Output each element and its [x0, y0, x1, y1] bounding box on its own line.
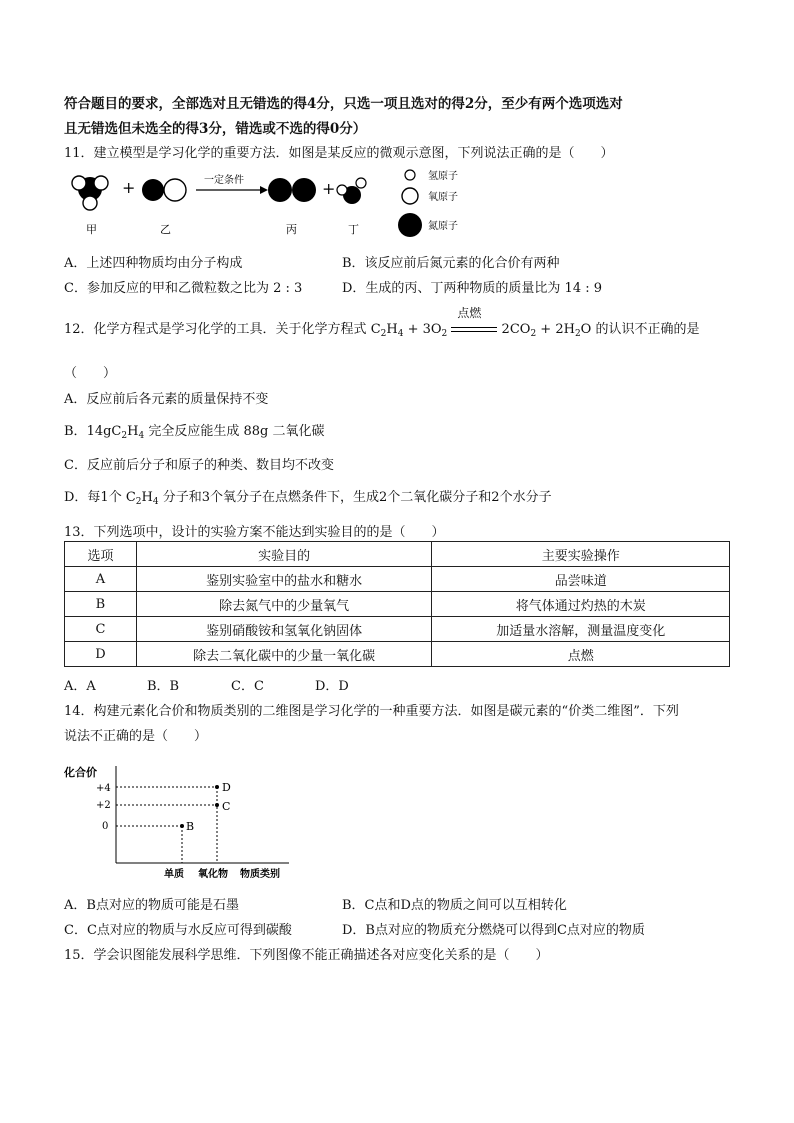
q13-stem: 13．下列选项中，设计的实验方案不能达到实验目的的是（ ）	[64, 525, 445, 540]
q12-bracket: （ ）	[64, 366, 117, 381]
q14-option-a: A．B点对应的物质可能是石墨	[64, 898, 239, 913]
point-c-marker	[215, 803, 219, 807]
q13-choice-d: D．D	[315, 679, 349, 694]
point-b-label: B	[186, 820, 195, 833]
q13-table	[64, 541, 730, 667]
xtick-oxide: 氧化物	[198, 869, 228, 880]
q12-stem	[64, 305, 700, 339]
header-option: 选项	[65, 542, 137, 567]
ytick-zero: 0	[102, 821, 109, 832]
plus-sign-1: +	[122, 178, 136, 197]
q12-stem-post: 的认识不正确的是	[595, 322, 700, 337]
legend-hydrogen: 氢原子	[428, 171, 458, 182]
chart-ylabel: 化合价	[64, 766, 97, 779]
header-purpose: 实验目的	[136, 542, 432, 567]
point-b-marker	[180, 824, 184, 828]
legend-nitrogen: 氮原子	[428, 221, 458, 232]
point-c-label: C	[222, 800, 231, 813]
molecule-yi	[142, 179, 186, 201]
table-row: B 除去氮气中的少量氧气 将气体通过灼热的木炭	[65, 592, 730, 617]
chart-xlabel: 物质类别	[240, 869, 280, 880]
q12-stem-pre: 12．化学方程式是学习化学的工具．关于化学方程式	[64, 322, 367, 337]
table-row: D 除去二氧化碳中的少量一氧化碳 点燃	[65, 642, 730, 667]
q13-choice-c: C．C	[231, 679, 264, 694]
q15-stem: 15．学会识图能发展科学思维．下列图像不能正确描述各对应变化关系的是（ ）	[64, 948, 549, 963]
q12-option-c: C．反应前后分子和原子的种类、数目均不改变	[64, 458, 334, 473]
label-ding: 丁	[348, 223, 359, 236]
q11-reaction-diagram	[64, 163, 484, 243]
intro-line-2: 且无错选但未选全的得3分，错选或不选的得0分）	[64, 121, 367, 137]
q14-stem-line-1: 14．构建元素化合价和物质类别的二维图是学习化学的一种重要方法．如图是碳元素的“价类二维图”．下列	[64, 704, 679, 719]
q14-option-c: C．C点对应的物质与水反应可得到碳酸	[64, 923, 292, 938]
q11-option-c: C．参加反应的甲和乙微粒数之比为 2 : 3	[64, 281, 303, 296]
q11-option-a: A．上述四种物质均由分子构成	[64, 256, 243, 271]
table-header-row	[65, 542, 730, 567]
q13-choice-b: B．B	[147, 679, 180, 694]
q14-option-d: D．B点对应的物质充分燃烧可以得到C点对应的物质	[342, 923, 645, 938]
molecule-ding	[337, 178, 366, 204]
legend-oxygen: 氧原子	[428, 192, 458, 203]
xtick-element: 单质	[164, 869, 184, 880]
q11-option-d: D．生成的丙、丁两种物质的质量比为 14 : 9	[342, 281, 603, 296]
q12-option-b: B．$14gC_2H_4$ 完全反应能生成 88g 二氧化碳	[64, 424, 325, 441]
molecule-jia	[72, 176, 108, 210]
molecule-bing	[268, 178, 316, 202]
plus-sign-2: +	[322, 179, 336, 198]
q11-stem: 11．建立模型是学习化学的重要方法．如图是某反应的微观示意图，下列说法正确的是（ ）	[64, 146, 614, 161]
reaction-condition: 一定条件	[204, 175, 244, 186]
q12-option-a: A．反应前后各元素的质量保持不变	[64, 392, 269, 407]
ytick-plus2: +2	[96, 800, 111, 811]
q14-stem-line-2: 说法不正确的是（ ）	[64, 729, 208, 744]
q12-condition: 点燃	[457, 305, 482, 320]
intro-line-1: 符合题目的要求，全部选对且无错选的得4分，只选一项且选对的得2分，至少有两个选项选对	[64, 96, 623, 112]
q14-valence-chart	[64, 758, 304, 883]
point-d-marker	[215, 785, 219, 789]
table-row: C 鉴别硝酸铵和氢氧化钠固体 加适量水溶解，测量温度变化	[65, 617, 730, 642]
q11-option-b: B．该反应前后氮元素的化合价有两种	[342, 256, 560, 271]
q12-option-d: D．每1个 $C_2H_4$ 分子和3个氧分子在点燃条件下，生成2个二氧化碳分子和2个水分子	[64, 490, 552, 507]
label-jia: 甲	[86, 223, 97, 236]
label-bing: 丙	[286, 223, 297, 236]
q12-equation: $C_2H_4 + 3O_2$ 点燃 $2CO_2 + 2H_2O$	[370, 305, 592, 339]
reaction-arrow	[196, 173, 268, 194]
point-d-label: D	[222, 781, 231, 794]
q13-choice-a: A．A	[64, 679, 96, 694]
label-yi: 乙	[160, 223, 171, 236]
header-operation: 主要实验操作	[432, 542, 730, 567]
ytick-plus4: +4	[96, 783, 111, 794]
diagram-legend	[398, 169, 458, 237]
table-row: A 鉴别实验室中的盐水和糖水 品尝味道	[65, 567, 730, 592]
q14-option-b: B．C点和D点的物质之间可以互相转化	[342, 898, 567, 913]
